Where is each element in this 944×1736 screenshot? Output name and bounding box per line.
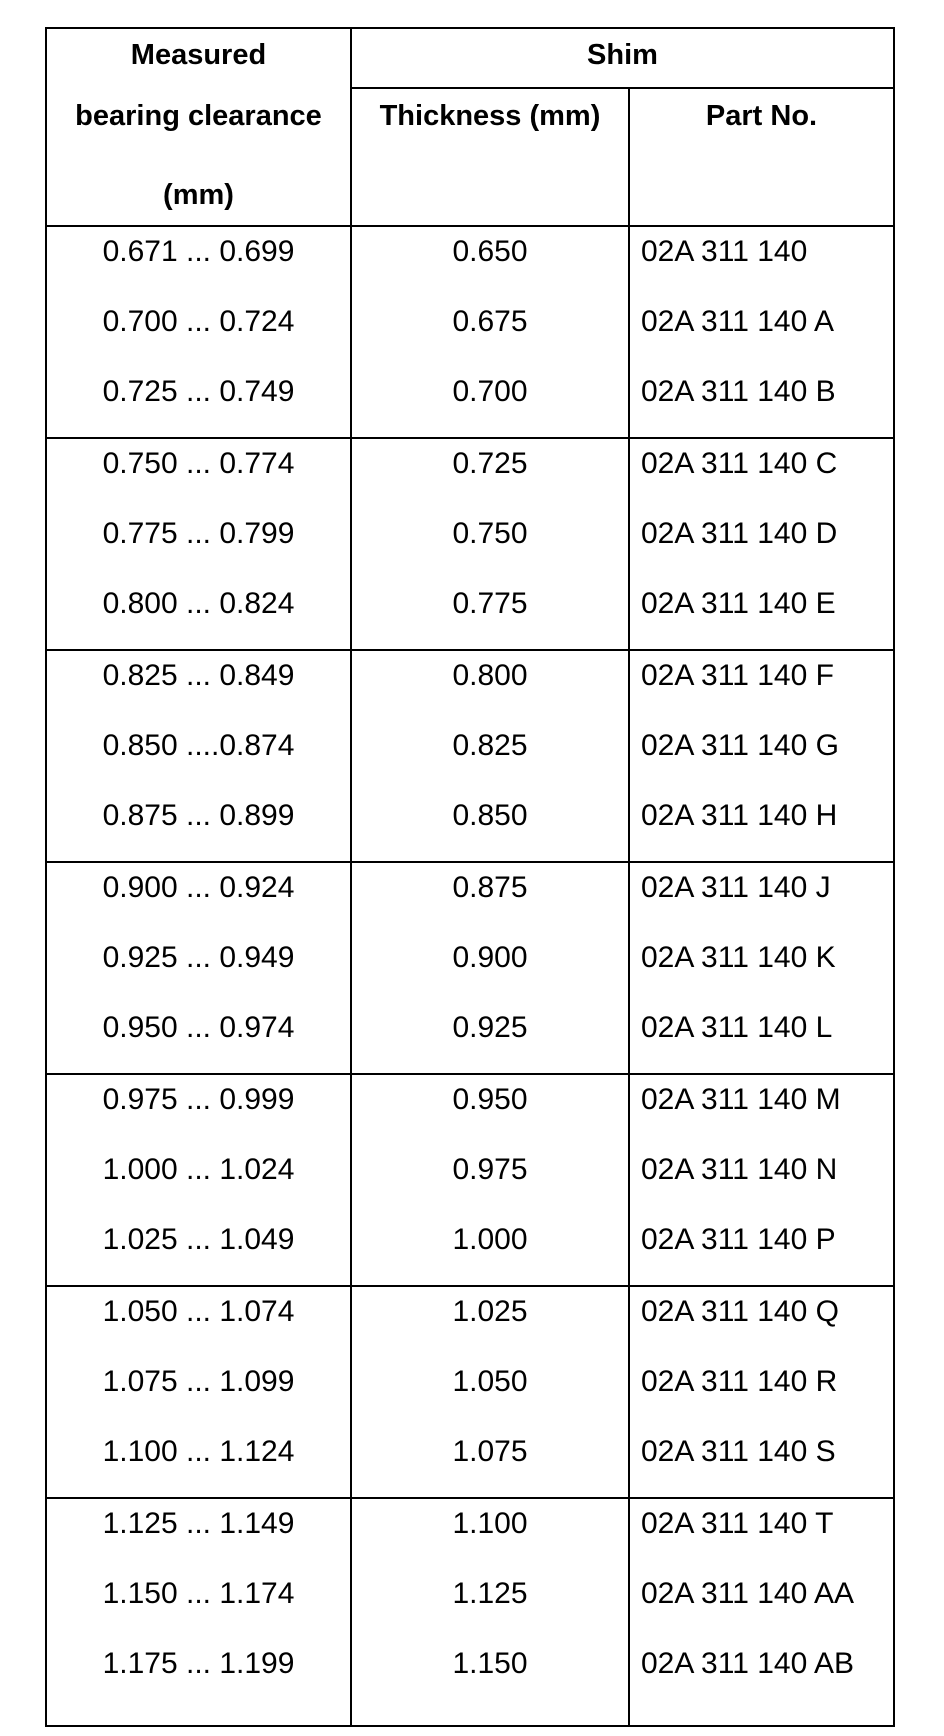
- table-row: [47, 1295, 893, 1366]
- part-number-cell: 02A 311 140 AB: [641, 1647, 854, 1680]
- part-number-cell: 02A 311 140 J: [641, 871, 831, 904]
- thickness-cell: 0.975: [452, 1153, 528, 1186]
- group-divider: [47, 437, 893, 439]
- thickness-cell: 0.875: [452, 871, 528, 904]
- group-divider: [47, 1073, 893, 1075]
- clearance-cell: 0.775 ... 0.799: [102, 517, 295, 550]
- table-row: [47, 1647, 893, 1718]
- header-bearing-clearance: bearing clearance: [75, 100, 322, 132]
- part-number-cell: 02A 311 140 L: [641, 1011, 833, 1044]
- table-row: [47, 871, 893, 942]
- thickness-cell: 0.725: [452, 447, 528, 480]
- part-number-cell: 02A 311 140 K: [641, 941, 836, 974]
- part-number-cell: 02A 311 140 G: [641, 729, 839, 762]
- shim-selection-table: [45, 27, 895, 1727]
- header-part-no: Part No.: [705, 100, 818, 132]
- clearance-cell: 1.125 ... 1.149: [102, 1507, 295, 1540]
- part-number-cell: 02A 311 140: [641, 235, 808, 268]
- clearance-cell: 1.100 ... 1.124: [102, 1435, 295, 1468]
- group-divider: [47, 861, 893, 863]
- part-number-cell: 02A 311 140 R: [641, 1365, 838, 1398]
- header-bottom-divider: [47, 225, 893, 227]
- group-divider: [47, 649, 893, 651]
- thickness-cell: 0.650: [452, 235, 528, 268]
- table-row: [47, 447, 893, 518]
- part-number-cell: 02A 311 140 P: [641, 1223, 836, 1256]
- group-divider: [47, 1497, 893, 1499]
- thickness-cell: 0.750: [452, 517, 528, 550]
- part-number-cell: 02A 311 140 T: [641, 1507, 834, 1540]
- thickness-cell: 1.050: [452, 1365, 528, 1398]
- thickness-cell: 0.825: [452, 729, 528, 762]
- part-number-cell: 02A 311 140 B: [641, 375, 836, 408]
- thickness-cell: 0.900: [452, 941, 528, 974]
- clearance-cell: 0.950 ... 0.974: [102, 1011, 295, 1044]
- group-divider: [47, 1285, 893, 1287]
- thickness-cell: 1.075: [452, 1435, 528, 1468]
- table-row: [47, 799, 893, 870]
- clearance-cell: 0.850 ....0.874: [102, 729, 295, 762]
- thickness-cell: 1.025: [452, 1295, 528, 1328]
- table-row: [47, 305, 893, 376]
- part-number-cell: 02A 311 140 S: [641, 1435, 836, 1468]
- part-number-cell: 02A 311 140 F: [641, 659, 834, 692]
- clearance-cell: 1.025 ... 1.049: [102, 1223, 295, 1256]
- table-row: [47, 941, 893, 1012]
- clearance-cell: 1.175 ... 1.199: [102, 1647, 295, 1680]
- part-number-cell: 02A 311 140 M: [641, 1083, 841, 1116]
- table-row: [47, 1083, 893, 1154]
- clearance-cell: 1.000 ... 1.024: [102, 1153, 295, 1186]
- header-thickness: Thickness (mm): [379, 100, 601, 132]
- table-row: [47, 1435, 893, 1506]
- table-row: [47, 659, 893, 730]
- clearance-cell: 1.050 ... 1.074: [102, 1295, 295, 1328]
- table-row: [47, 235, 893, 306]
- part-number-cell: 02A 311 140 C: [641, 447, 838, 480]
- part-number-cell: 02A 311 140 N: [641, 1153, 838, 1186]
- part-number-cell: 02A 311 140 E: [641, 587, 836, 620]
- clearance-cell: 0.750 ... 0.774: [102, 447, 295, 480]
- table-row: [47, 1223, 893, 1294]
- table-row: [47, 1153, 893, 1224]
- thickness-cell: 0.775: [452, 587, 528, 620]
- thickness-cell: 1.100: [452, 1507, 528, 1540]
- thickness-cell: 0.675: [452, 305, 528, 338]
- table-row: [47, 1011, 893, 1082]
- table-row: [47, 517, 893, 588]
- header-measured: Measured: [130, 39, 267, 71]
- part-number-cell: 02A 311 140 H: [641, 799, 838, 832]
- part-number-cell: 02A 311 140 D: [641, 517, 838, 550]
- header-divider: [352, 87, 893, 89]
- clearance-cell: 0.925 ... 0.949: [102, 941, 295, 974]
- thickness-cell: 0.800: [452, 659, 528, 692]
- table-row: [47, 729, 893, 800]
- clearance-cell: 1.075 ... 1.099: [102, 1365, 295, 1398]
- table-row: [47, 1577, 893, 1648]
- table-row: [47, 587, 893, 658]
- thickness-cell: 0.850: [452, 799, 528, 832]
- clearance-cell: 0.671 ... 0.699: [102, 235, 295, 268]
- clearance-cell: 0.700 ... 0.724: [102, 305, 295, 338]
- thickness-cell: 0.950: [452, 1083, 528, 1116]
- part-number-cell: 02A 311 140 AA: [641, 1577, 854, 1610]
- header-unit-mm: (mm): [163, 179, 234, 211]
- part-number-cell: 02A 311 140 A: [641, 305, 834, 338]
- clearance-cell: 0.900 ... 0.924: [102, 871, 295, 904]
- thickness-cell: 1.150: [452, 1647, 528, 1680]
- table-row: [47, 1365, 893, 1436]
- thickness-cell: 0.700: [452, 375, 528, 408]
- clearance-cell: 0.875 ... 0.899: [102, 799, 295, 832]
- clearance-cell: 0.800 ... 0.824: [102, 587, 295, 620]
- part-number-cell: 02A 311 140 Q: [641, 1295, 839, 1328]
- clearance-cell: 0.975 ... 0.999: [102, 1083, 295, 1116]
- thickness-cell: 0.925: [452, 1011, 528, 1044]
- clearance-cell: 0.825 ... 0.849: [102, 659, 295, 692]
- clearance-cell: 1.150 ... 1.174: [102, 1577, 295, 1610]
- table-row: [47, 1507, 893, 1578]
- clearance-cell: 0.725 ... 0.749: [102, 375, 295, 408]
- table-row: [47, 375, 893, 446]
- header-shim: Shim: [587, 39, 658, 71]
- thickness-cell: 1.125: [452, 1577, 528, 1610]
- thickness-cell: 1.000: [452, 1223, 528, 1256]
